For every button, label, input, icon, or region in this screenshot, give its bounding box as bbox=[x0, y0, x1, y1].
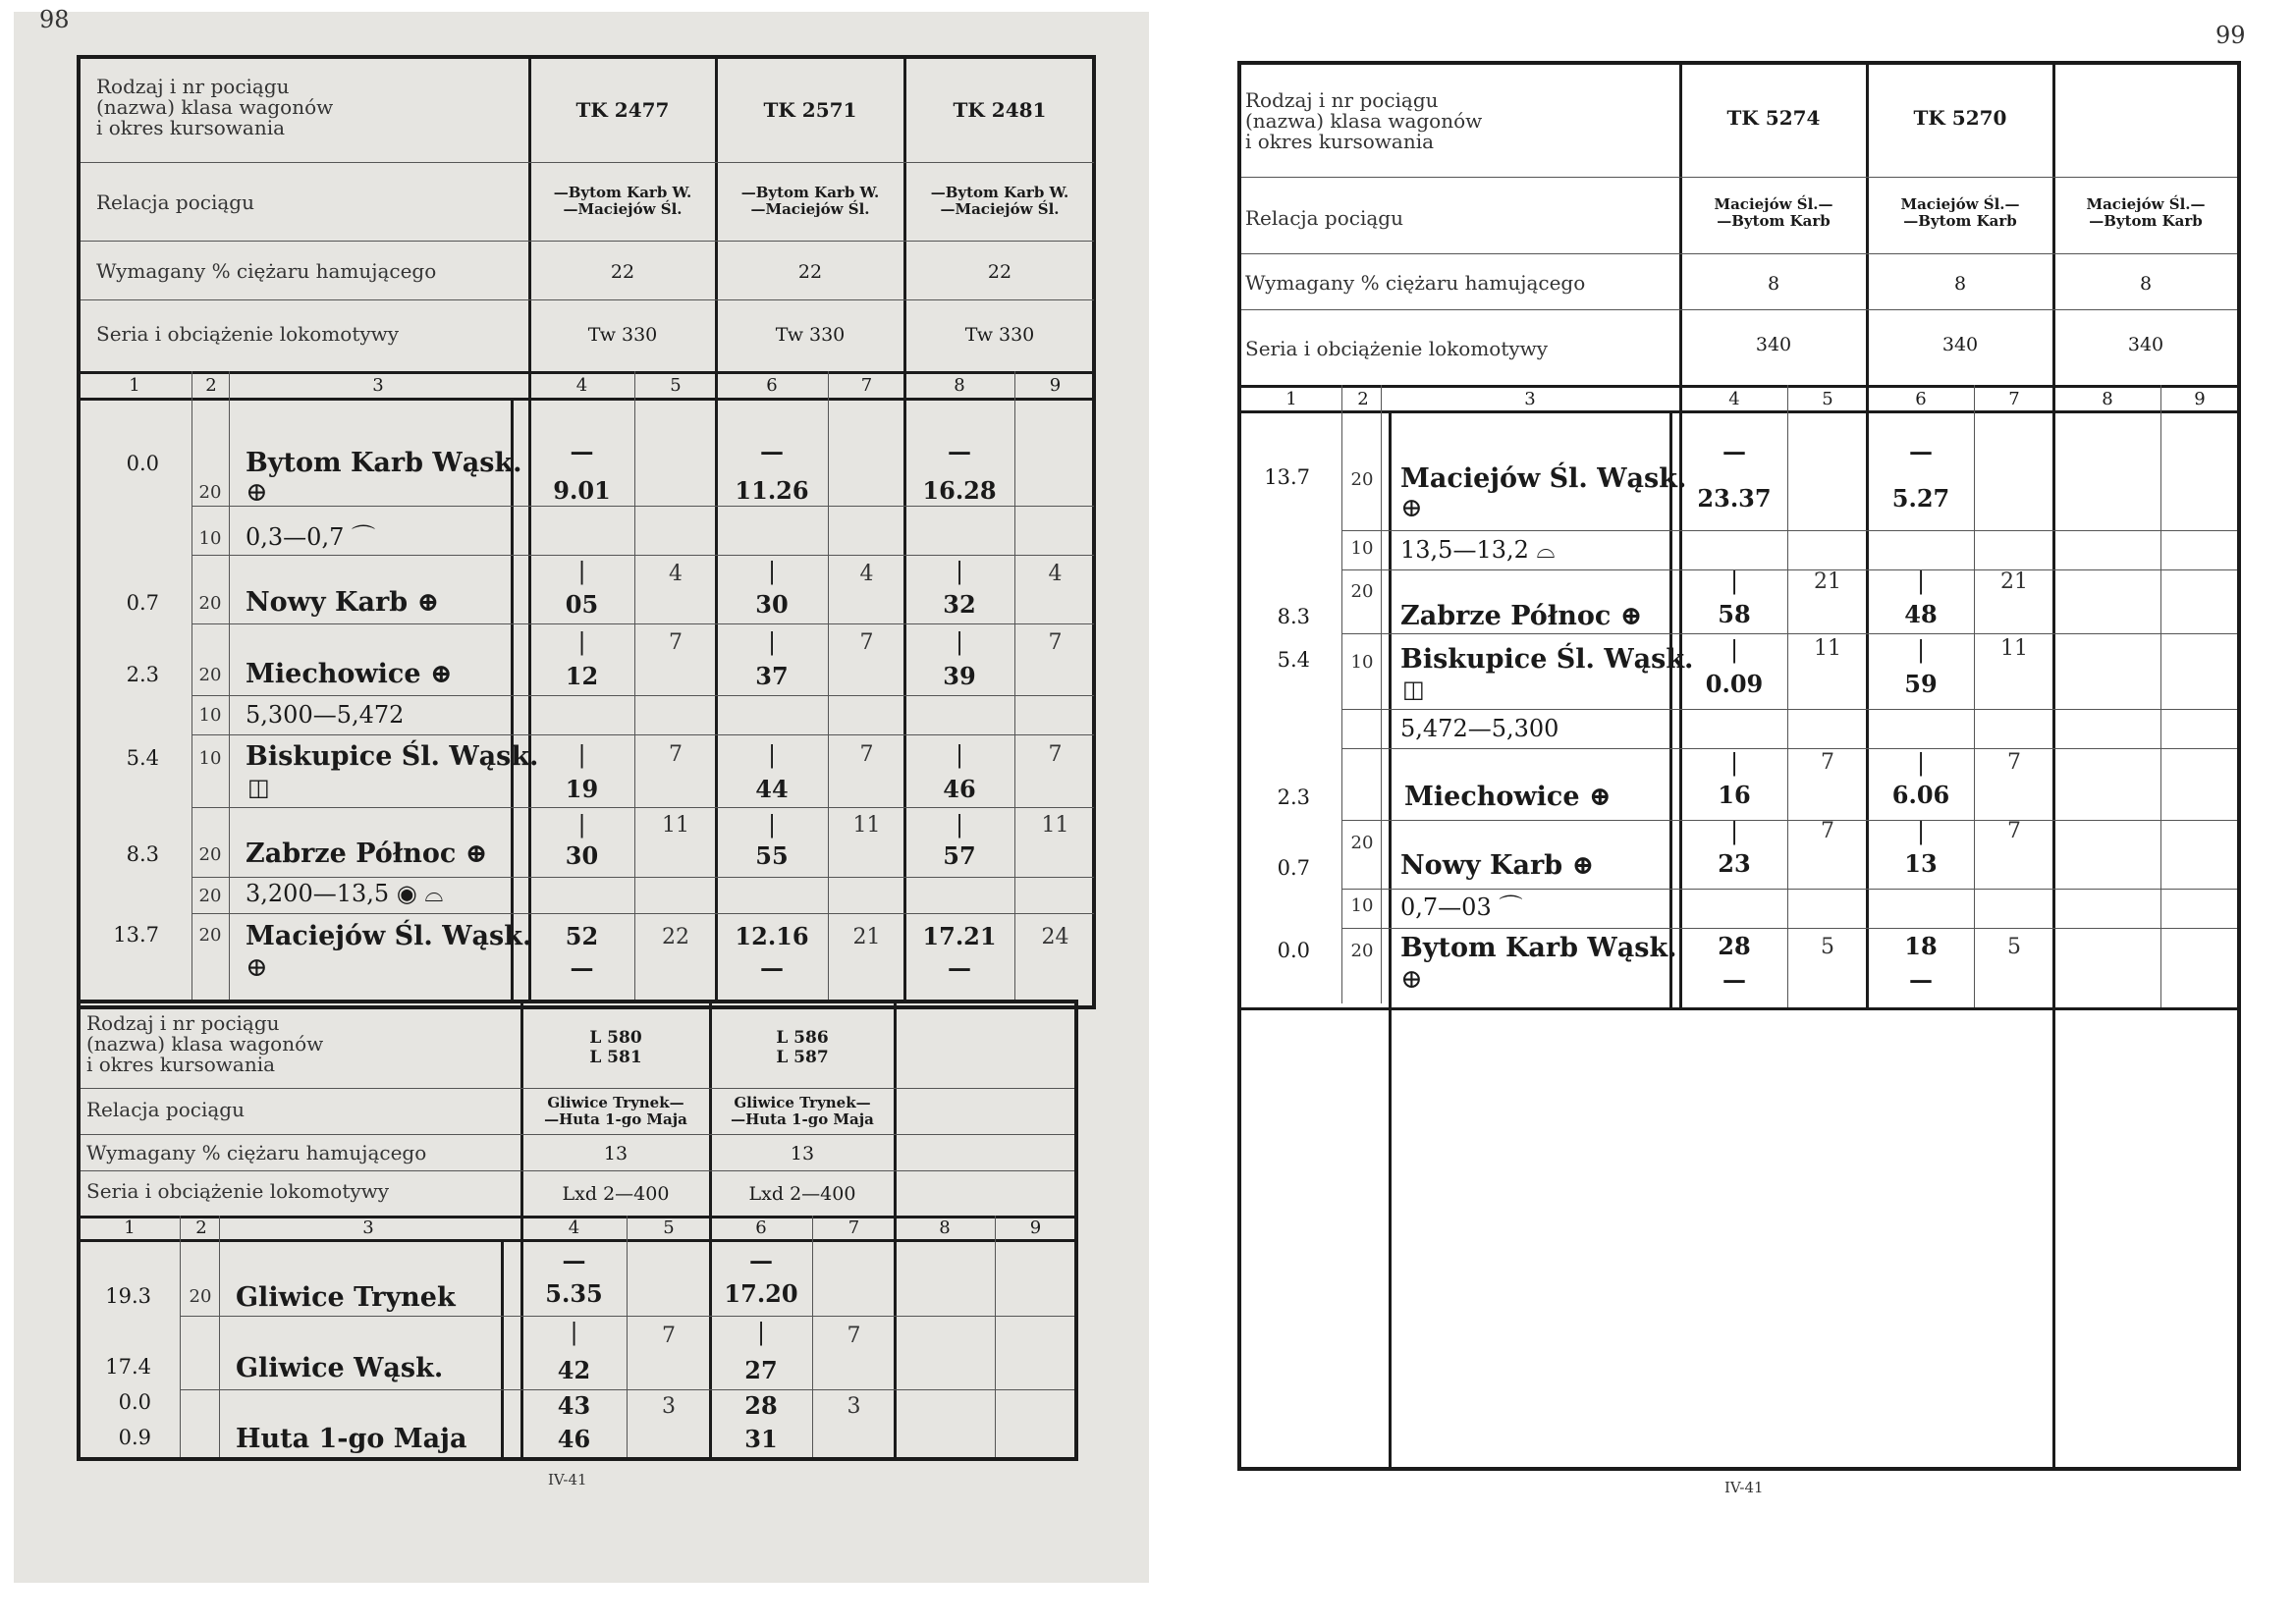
pipe-mark: | bbox=[577, 558, 586, 585]
station-name: Zabrze Północ ⊕ bbox=[246, 839, 488, 869]
train-relation: Maciejów Śl.— —Bytom Karb bbox=[1714, 195, 1833, 231]
pipe-mark: | bbox=[577, 628, 586, 656]
dwell-value: 11 bbox=[2000, 636, 2028, 661]
column-number: 5 bbox=[670, 375, 682, 396]
header-relation-label: Relacja pociągu bbox=[1245, 206, 1403, 230]
dash-mark: — bbox=[749, 1246, 773, 1274]
time-value: 30 bbox=[565, 841, 599, 870]
km-value: 0.0 bbox=[1277, 939, 1310, 962]
locomotive-series: Lxd 2—400 bbox=[562, 1183, 670, 1205]
page-number-right: 99 bbox=[2215, 22, 2246, 49]
dwell-value: 7 bbox=[847, 1324, 861, 1348]
pipe-mark: | bbox=[767, 811, 777, 839]
time-value: 9.01 bbox=[553, 476, 611, 505]
weight-value: 20 bbox=[1350, 833, 1374, 853]
dwell-value: 7 bbox=[662, 1324, 676, 1348]
km-value: 13.7 bbox=[1264, 465, 1310, 489]
dwell-value: 11 bbox=[1814, 636, 1841, 661]
time-value: 42 bbox=[557, 1356, 591, 1384]
train-number: TK 2571 bbox=[763, 98, 857, 122]
pipe-mark: | bbox=[767, 741, 777, 769]
dwell-value: 11 bbox=[662, 813, 689, 838]
column-number: 4 bbox=[1728, 389, 1740, 409]
column-number: 7 bbox=[860, 375, 873, 396]
dash-mark: — bbox=[570, 953, 594, 982]
time-value: 12 bbox=[565, 662, 599, 690]
dwell-value: 7 bbox=[1821, 750, 1834, 775]
weight-value: 10 bbox=[198, 705, 222, 726]
brake-percent: 8 bbox=[1767, 273, 1780, 295]
locomotive-series: 340 bbox=[2127, 334, 2164, 355]
weight-value: 10 bbox=[198, 528, 222, 549]
time-value: 13 bbox=[1904, 849, 1938, 878]
km-value: 17.4 bbox=[105, 1355, 151, 1379]
station-name: Miechowice ⊕ bbox=[1404, 782, 1612, 812]
time-value: 58 bbox=[1718, 600, 1751, 628]
pipe-mark: | bbox=[955, 558, 964, 585]
station-name: Miechowice ⊕ bbox=[246, 659, 453, 689]
station-symbol: ⊕ bbox=[246, 952, 268, 983]
locomotive-series: Tw 330 bbox=[775, 324, 846, 346]
time-value: 12.16 bbox=[735, 922, 809, 950]
time-value: 32 bbox=[943, 590, 976, 619]
dwell-value: 7 bbox=[1048, 742, 1063, 767]
speed-section: 0,7—03 ⌒ bbox=[1400, 893, 1523, 921]
dwell-value: 7 bbox=[1048, 630, 1063, 655]
dash-mark: — bbox=[948, 437, 971, 465]
column-number: 3 bbox=[372, 375, 384, 396]
time-value: 18 bbox=[1904, 932, 1938, 960]
station-name: Bytom Karb Wąsk. bbox=[1400, 933, 1677, 963]
time-value: 46 bbox=[557, 1425, 591, 1453]
locomotive-series: Lxd 2—400 bbox=[748, 1183, 856, 1205]
dwell-value: 4 bbox=[1048, 562, 1063, 586]
dash-mark: — bbox=[1722, 437, 1746, 465]
km-value: 2.3 bbox=[126, 663, 159, 686]
station-symbol: ◫ bbox=[1402, 676, 1425, 703]
train-relation: —Bytom Karb W. —Maciejów Śl. bbox=[930, 184, 1069, 219]
pipe-mark: | bbox=[955, 811, 964, 839]
train-relation: —Bytom Karb W. —Maciejów Śl. bbox=[553, 184, 692, 219]
header-relation-label: Relacja pociągu bbox=[86, 1098, 245, 1121]
station-name: Maciejów Śl. Wąsk. bbox=[1400, 463, 1687, 494]
weight-value: 20 bbox=[1350, 469, 1374, 490]
weight-value: 20 bbox=[198, 482, 222, 503]
pipe-mark: | bbox=[1916, 636, 1926, 664]
header-train-kind-label: Rodzaj i nr pociągu (nazwa) klasa wagonów i okres kursowania bbox=[86, 1011, 324, 1076]
time-value: 27 bbox=[744, 1356, 778, 1384]
dwell-value: 7 bbox=[2007, 750, 2021, 775]
station-name: Biskupice Śl. Wąsk. bbox=[246, 741, 539, 772]
column-number: 7 bbox=[2008, 389, 2020, 409]
time-value: 43 bbox=[557, 1391, 591, 1420]
dwell-value: 7 bbox=[859, 742, 874, 767]
dwell-value: 22 bbox=[662, 925, 689, 949]
dash-mark: — bbox=[760, 437, 784, 465]
dash-mark: — bbox=[1909, 437, 1933, 465]
km-value: 2.3 bbox=[1277, 785, 1310, 809]
station-symbol: ◫ bbox=[247, 774, 270, 801]
column-number: 5 bbox=[663, 1218, 675, 1238]
km-value: 8.3 bbox=[126, 842, 159, 866]
weight-value: 10 bbox=[1350, 895, 1374, 916]
pipe-mark: | bbox=[955, 741, 964, 769]
dwell-value: 7 bbox=[859, 630, 874, 655]
speed-section: 13,5—13,2 ⌓ bbox=[1400, 536, 1556, 564]
weight-value: 10 bbox=[1350, 652, 1374, 673]
train-relation: Gliwice Trynek— —Huta 1-go Maja bbox=[544, 1094, 687, 1129]
time-value: 23.37 bbox=[1697, 484, 1772, 513]
time-value: 31 bbox=[744, 1425, 778, 1453]
train-number: L 580 L 581 bbox=[589, 1028, 642, 1067]
dwell-value: 7 bbox=[1821, 819, 1834, 843]
station-name: Zabrze Północ ⊕ bbox=[1400, 601, 1643, 631]
speed-section: 5,472—5,300 bbox=[1400, 715, 1559, 742]
locomotive-series: 340 bbox=[1755, 334, 1792, 355]
km-value: 19.3 bbox=[105, 1284, 151, 1308]
time-value: 39 bbox=[943, 662, 976, 690]
dash-mark: — bbox=[1722, 965, 1746, 994]
column-number: 3 bbox=[1524, 389, 1536, 409]
time-value: 5.27 bbox=[1891, 484, 1950, 513]
station-name: Huta 1-go Maja bbox=[236, 1424, 467, 1454]
column-number: 2 bbox=[195, 1218, 207, 1238]
column-number: 6 bbox=[1915, 389, 1927, 409]
km-value: 13.7 bbox=[113, 923, 159, 947]
time-value: 59 bbox=[1904, 670, 1938, 698]
weight-value: 20 bbox=[198, 844, 222, 865]
time-value: 5.35 bbox=[545, 1279, 603, 1308]
weight-value: 10 bbox=[1350, 538, 1374, 559]
dwell-value: 7 bbox=[2007, 819, 2021, 843]
train-relation: Gliwice Trynek— —Huta 1-go Maja bbox=[731, 1094, 874, 1129]
time-value: 46 bbox=[943, 775, 976, 803]
train-relation: —Bytom Karb W. —Maciejów Śl. bbox=[740, 184, 880, 219]
station-name: Bytom Karb Wąsk. bbox=[246, 448, 522, 478]
dwell-value: 3 bbox=[662, 1394, 676, 1419]
dash-mark: — bbox=[948, 953, 971, 982]
time-value: 23 bbox=[1718, 849, 1751, 878]
locomotive-series: 340 bbox=[1941, 334, 1979, 355]
header-brake-label: Wymagany % ciężaru hamującego bbox=[86, 1141, 427, 1164]
station-name: Nowy Karb ⊕ bbox=[1400, 850, 1595, 881]
time-value: 05 bbox=[565, 590, 599, 619]
pipe-mark: | bbox=[767, 628, 777, 656]
header-brake-label: Wymagany % ciężaru hamującego bbox=[96, 259, 437, 283]
pipe-mark: | bbox=[570, 1319, 578, 1346]
time-value: 30 bbox=[755, 590, 789, 619]
station-name: Gliwice Wąsk. bbox=[236, 1353, 444, 1383]
time-value: 48 bbox=[1904, 600, 1938, 628]
header-train-kind-label: Rodzaj i nr pociągu (nazwa) klasa wagonów i okres kursowania bbox=[1245, 88, 1483, 153]
header-brake-label: Wymagany % ciężaru hamującego bbox=[1245, 271, 1586, 295]
dash-mark: — bbox=[562, 1246, 586, 1274]
header-loco-label: Seria i obciążenie lokomotywy bbox=[86, 1179, 390, 1203]
dwell-value: 7 bbox=[669, 630, 683, 655]
brake-percent: 8 bbox=[1953, 273, 1967, 295]
pipe-mark: | bbox=[577, 811, 586, 839]
column-number: 8 bbox=[939, 1218, 951, 1238]
pipe-mark: | bbox=[1729, 749, 1739, 777]
station-symbol: ⊕ bbox=[1400, 493, 1423, 523]
brake-percent: 22 bbox=[797, 261, 823, 283]
station-name: Biskupice Śl. Wąsk. bbox=[1400, 644, 1694, 675]
dwell-value: 5 bbox=[1821, 935, 1834, 959]
page-footer-code: IV-41 bbox=[1724, 1479, 1764, 1496]
km-value: 0.7 bbox=[126, 591, 159, 615]
dwell-value: 7 bbox=[669, 742, 683, 767]
dwell-value: 4 bbox=[859, 562, 874, 586]
pipe-mark: | bbox=[1916, 749, 1926, 777]
column-number: 8 bbox=[2102, 389, 2113, 409]
column-number: 6 bbox=[766, 375, 778, 396]
column-number: 4 bbox=[568, 1218, 580, 1238]
dwell-value: 11 bbox=[1041, 813, 1069, 838]
time-value: 6.06 bbox=[1891, 781, 1950, 809]
pipe-mark: | bbox=[577, 741, 586, 769]
km-value: 8.3 bbox=[1277, 605, 1310, 628]
time-value: 16.28 bbox=[922, 476, 997, 505]
time-value: 44 bbox=[755, 775, 789, 803]
time-value: 17.21 bbox=[922, 922, 997, 950]
column-number: 1 bbox=[124, 1218, 136, 1238]
column-number: 1 bbox=[129, 375, 140, 396]
dwell-value: 21 bbox=[852, 925, 881, 949]
train-relation: Maciejów Śl.— —Bytom Karb bbox=[1900, 195, 2020, 231]
station-name: Maciejów Śl. Wąsk. bbox=[246, 921, 532, 951]
pipe-mark: | bbox=[1729, 636, 1739, 664]
speed-section: 0,3—0,7 ⌒ bbox=[246, 523, 375, 551]
station-symbol: ⊕ bbox=[246, 477, 268, 508]
train-number: TK 2481 bbox=[953, 98, 1047, 122]
pipe-mark: | bbox=[1729, 818, 1739, 845]
dwell-value: 21 bbox=[1814, 569, 1841, 594]
brake-percent: 13 bbox=[603, 1143, 629, 1164]
pipe-mark: | bbox=[1729, 568, 1739, 595]
dash-mark: — bbox=[1909, 965, 1933, 994]
weight-value: 20 bbox=[198, 925, 222, 946]
header-loco-label: Seria i obciążenie lokomotywy bbox=[96, 322, 400, 346]
brake-percent: 22 bbox=[610, 261, 635, 283]
dash-mark: — bbox=[760, 953, 784, 982]
column-number: 9 bbox=[1049, 375, 1062, 396]
time-value: 55 bbox=[755, 841, 789, 870]
station-name: Gliwice Trynek bbox=[236, 1282, 456, 1313]
weight-value: 20 bbox=[1350, 581, 1374, 602]
km-value: 0.7 bbox=[1277, 856, 1310, 880]
column-number: 2 bbox=[1357, 389, 1369, 409]
time-value: 28 bbox=[1718, 932, 1751, 960]
page-number-left: 98 bbox=[39, 6, 70, 33]
column-number: 8 bbox=[954, 375, 965, 396]
header-loco-label: Seria i obciążenie lokomotywy bbox=[1245, 337, 1549, 360]
column-number: 9 bbox=[2194, 389, 2206, 409]
weight-value: 20 bbox=[198, 593, 222, 614]
page-footer-code: IV-41 bbox=[548, 1471, 587, 1489]
time-value: 0.09 bbox=[1705, 670, 1764, 698]
locomotive-series: Tw 330 bbox=[964, 324, 1035, 346]
column-number: 1 bbox=[1285, 389, 1297, 409]
pipe-mark: | bbox=[1916, 818, 1926, 845]
locomotive-series: Tw 330 bbox=[587, 324, 658, 346]
pipe-mark: | bbox=[955, 628, 964, 656]
weight-value: 20 bbox=[189, 1286, 212, 1307]
column-number: 9 bbox=[1029, 1218, 1042, 1238]
time-value: 17.20 bbox=[724, 1279, 798, 1308]
km-value: 0.0 bbox=[126, 452, 159, 475]
time-value: 19 bbox=[565, 775, 599, 803]
dwell-value: 3 bbox=[847, 1394, 861, 1419]
weight-value: 20 bbox=[1350, 941, 1374, 961]
time-value: 52 bbox=[565, 922, 599, 950]
station-symbol: ⊕ bbox=[1400, 964, 1423, 995]
train-number: TK 5270 bbox=[1913, 106, 2007, 130]
speed-section: 5,300—5,472 bbox=[246, 701, 405, 729]
station-name: Nowy Karb ⊕ bbox=[246, 587, 440, 618]
time-value: 57 bbox=[943, 841, 976, 870]
km-value: 0.9 bbox=[118, 1426, 151, 1449]
km-value: 5.4 bbox=[126, 746, 159, 770]
km-value: 0.0 bbox=[118, 1390, 151, 1414]
speed-section: 3,200—13,5 ◉ ⌓ bbox=[246, 880, 444, 907]
time-value: 16 bbox=[1718, 781, 1751, 809]
dwell-value: 11 bbox=[852, 813, 881, 838]
brake-percent: 13 bbox=[790, 1143, 815, 1164]
weight-value: 10 bbox=[198, 748, 222, 769]
km-value: 5.4 bbox=[1277, 648, 1310, 672]
column-number: 3 bbox=[362, 1218, 374, 1238]
weight-value: 20 bbox=[198, 665, 222, 685]
column-number: 4 bbox=[575, 375, 588, 396]
train-relation: Maciejów Śl.— —Bytom Karb bbox=[2086, 195, 2206, 231]
weight-value: 20 bbox=[198, 886, 222, 906]
train-number: TK 5274 bbox=[1726, 106, 1821, 130]
train-number: TK 2477 bbox=[575, 98, 670, 122]
pipe-mark: | bbox=[756, 1319, 766, 1346]
time-value: 37 bbox=[755, 662, 789, 690]
column-number: 2 bbox=[205, 375, 217, 396]
dwell-value: 24 bbox=[1041, 925, 1069, 949]
pipe-mark: | bbox=[1916, 568, 1926, 595]
dash-mark: — bbox=[570, 437, 594, 465]
time-value: 11.26 bbox=[735, 476, 809, 505]
dwell-value: 21 bbox=[2000, 569, 2028, 594]
brake-percent: 22 bbox=[987, 261, 1012, 283]
column-number: 5 bbox=[1822, 389, 1833, 409]
column-number: 7 bbox=[847, 1218, 860, 1238]
dwell-value: 5 bbox=[2007, 935, 2021, 959]
pipe-mark: | bbox=[767, 558, 777, 585]
header-train-kind-label: Rodzaj i nr pociągu (nazwa) klasa wagonów i okres kursowania bbox=[96, 75, 334, 139]
time-value: 28 bbox=[744, 1391, 778, 1420]
brake-percent: 8 bbox=[2139, 273, 2153, 295]
header-relation-label: Relacja pociągu bbox=[96, 190, 254, 214]
dwell-value: 4 bbox=[669, 562, 683, 586]
column-number: 6 bbox=[755, 1218, 767, 1238]
train-number: L 586 L 587 bbox=[776, 1028, 829, 1067]
